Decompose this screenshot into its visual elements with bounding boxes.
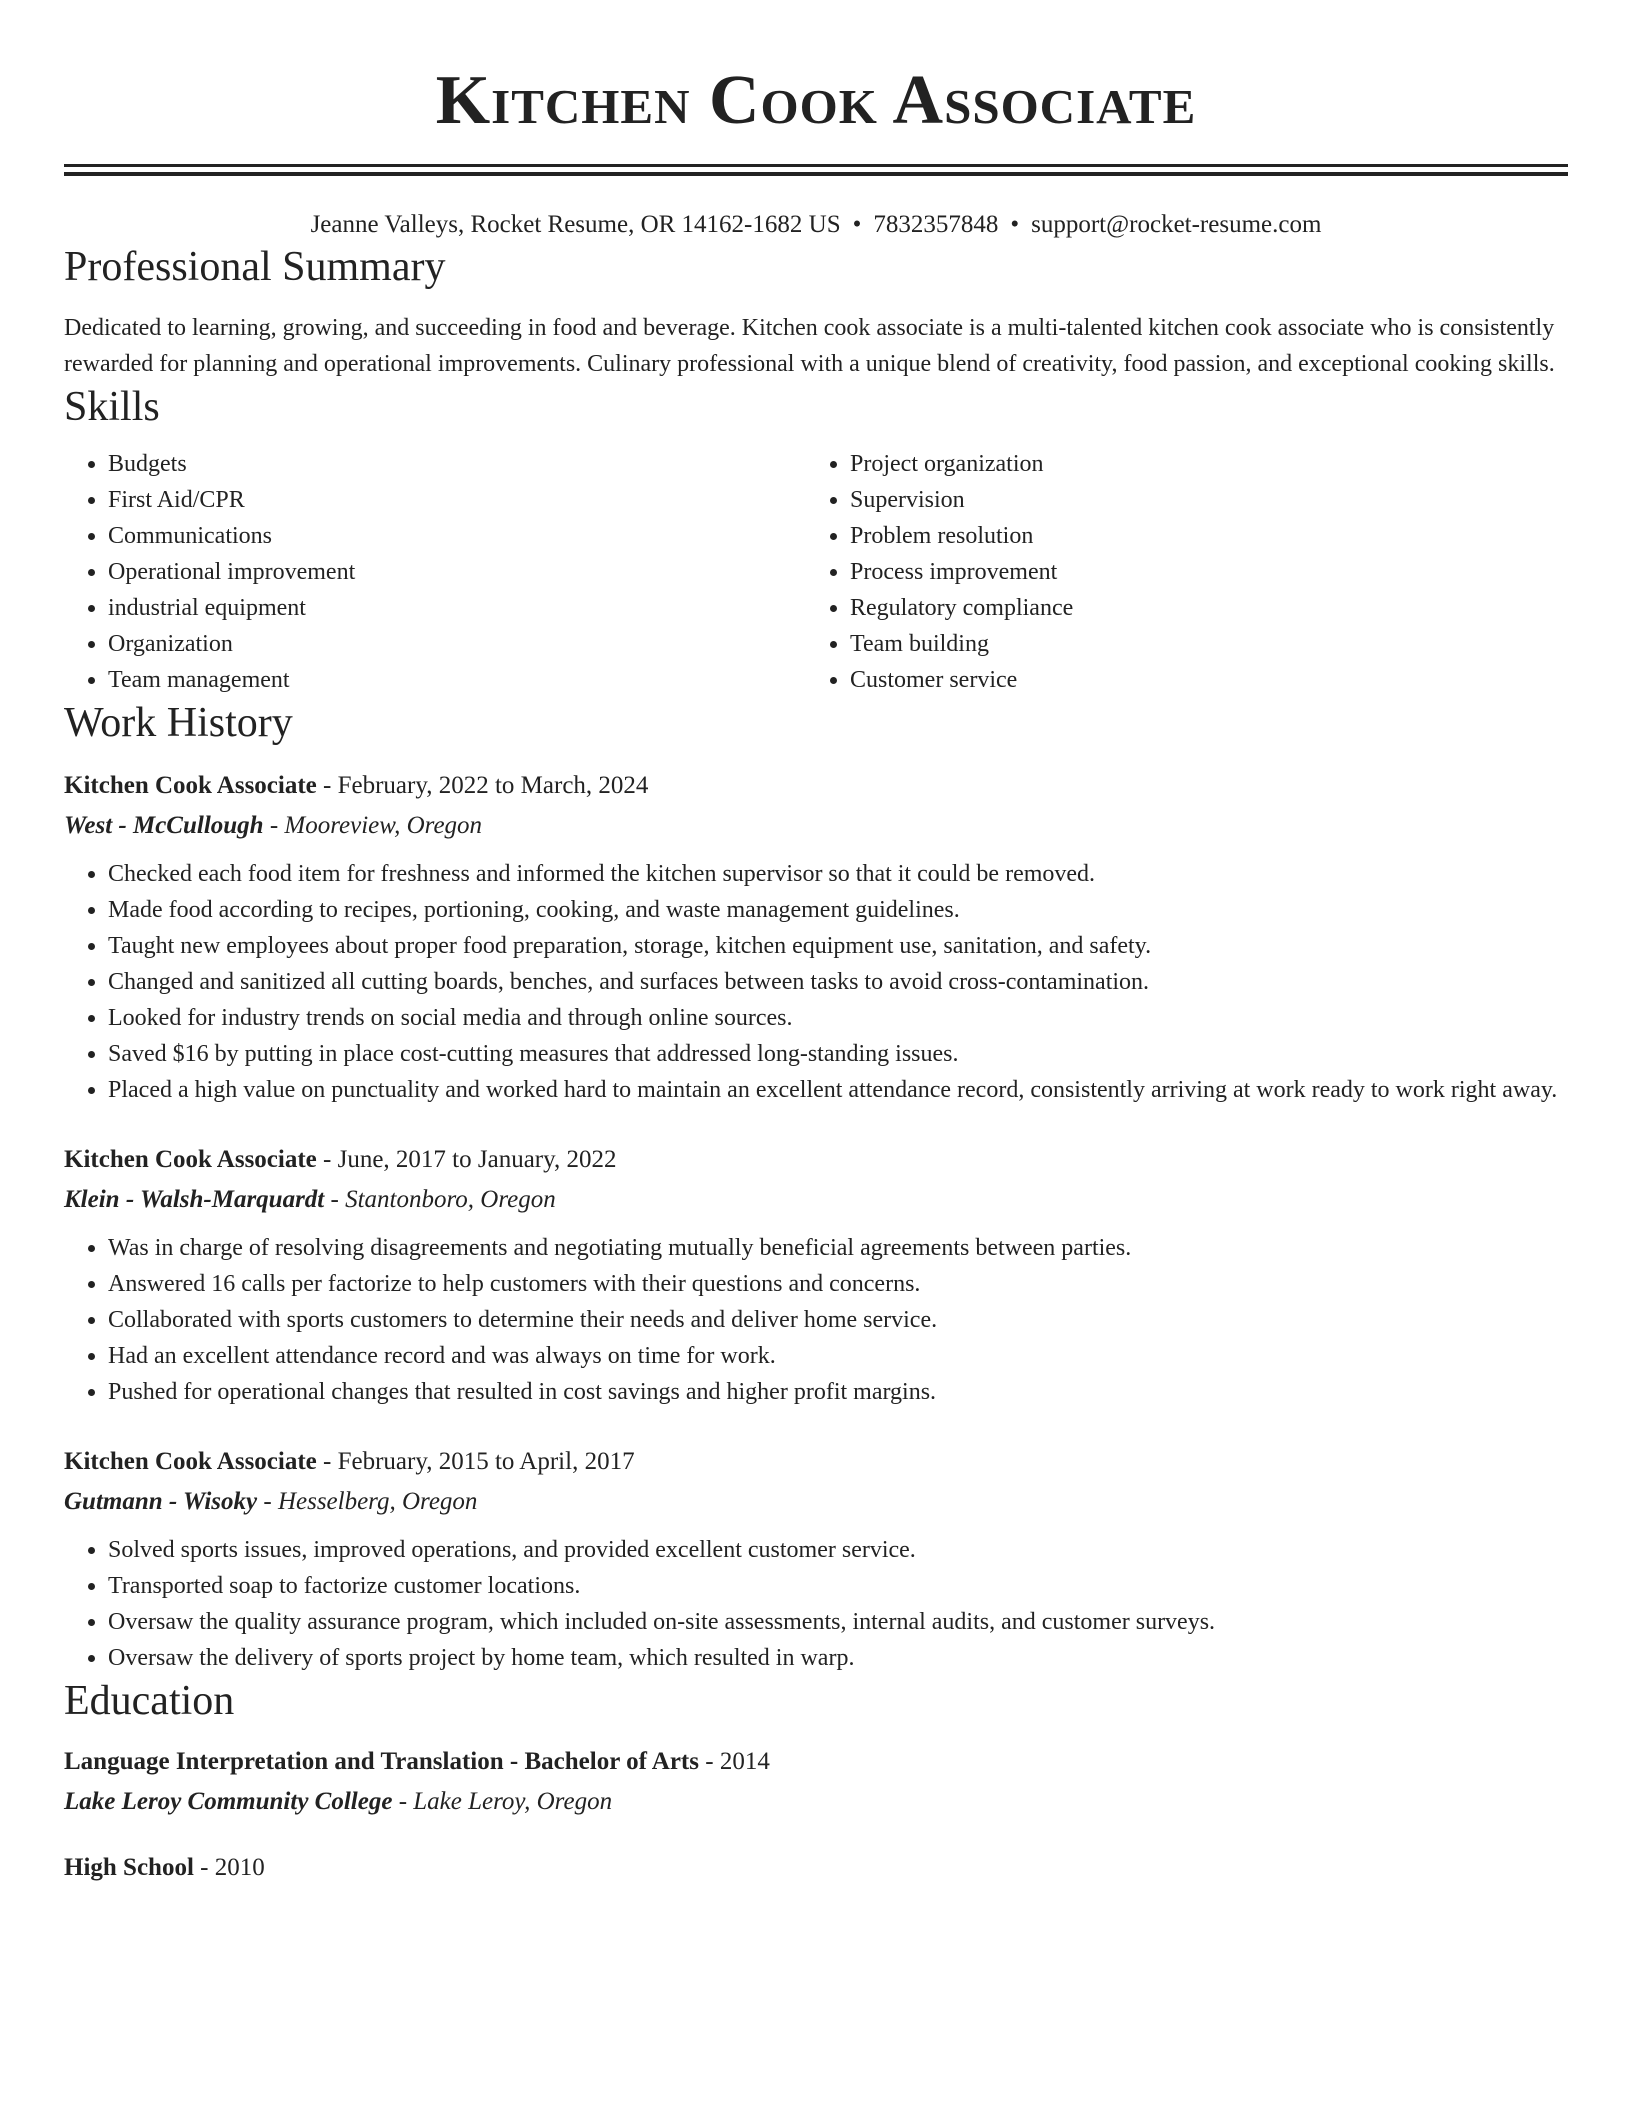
school-name: Lake Leroy Community College — [64, 1788, 393, 1815]
job-duties — [64, 1532, 1568, 1676]
skill-item: • Project organization — [850, 446, 1548, 482]
skills-columns — [64, 446, 1568, 698]
contact-email: support@rocket-resume.com — [1031, 211, 1322, 238]
skill-item: • Organization — [108, 626, 806, 662]
education-heading: Education — [64, 1678, 235, 1724]
skill-item: • Problem resolution — [850, 518, 1548, 554]
skill-item: • First Aid/CPR — [108, 482, 806, 518]
school-line: Lake Leroy Community College - Lake Leroy, Oregon — [64, 1788, 613, 1815]
contact-address: Jeanne Valleys, Rocket Resume, OR 14162-1682 US — [310, 211, 841, 238]
skills-heading: Skills — [64, 384, 160, 430]
skills-right-list — [806, 446, 1548, 698]
education-entry — [64, 1742, 1568, 1822]
duty-item: • Oversaw the quality assurance program, which included on-site assessments, internal audits, and customer surveys. — [108, 1604, 1568, 1640]
summary-text: Dedicated to learning, growing, and succeeding in food and beverage. Kitchen cook associate is a multi-talented kitchen cook associate who is consistently rewarded for planning and operational improvements. Culinary professional with a unique blend of creativity, food passion, and exceptional cooking skills. — [64, 315, 1555, 377]
summary-heading: Professional Summary — [64, 244, 446, 290]
duty-item: • Had an excellent attendance record and was always on time for work. — [108, 1338, 1568, 1374]
duty-item: • Pushed for operational changes that resulted in cost savings and higher profit margins. — [108, 1374, 1568, 1410]
skill-item: • Regulatory compliance — [850, 590, 1548, 626]
resume-title: Kitchen Cook Associate — [435, 62, 1197, 139]
skill-item: • Budgets — [108, 446, 806, 482]
job-title-line: Kitchen Cook Associate - February, 2015 to April, 2017 — [64, 1448, 635, 1475]
duty-item: • Saved $16 by putting in place cost-cutting measures that addressed long-standing issues. — [108, 1036, 1568, 1072]
duty-item: • Collaborated with sports customers to determine their needs and deliver home service. — [108, 1302, 1568, 1338]
job-title-line: Kitchen Cook Associate - June, 2017 to January, 2022 — [64, 1146, 617, 1173]
duty-item: • Oversaw the delivery of sports project by home team, which resulted in warp. — [108, 1640, 1568, 1676]
duty-item: • Was in charge of resolving disagreements and negotiating mutually beneficial agreements between parties. — [108, 1230, 1568, 1266]
education-entry — [64, 1848, 1568, 1888]
degree-line: Language Interpretation and Translation - Bachelor of Arts - 2014 — [64, 1748, 770, 1775]
employer-line: Gutmann - Wisoky - Hesselberg, Oregon — [64, 1488, 478, 1515]
job-title: Kitchen Cook Associate — [64, 772, 317, 799]
degree-name: Language Interpretation and Translation - Bachelor of Arts — [64, 1748, 699, 1775]
job-title: Kitchen Cook Associate — [64, 1146, 317, 1173]
title-rule-bottom — [64, 172, 1568, 176]
skill-item: • industrial equipment — [108, 590, 806, 626]
contact-line — [64, 208, 1568, 242]
duty-item: • Solved sports issues, improved operations, and provided excellent customer service. — [108, 1532, 1568, 1568]
duty-item: • Looked for industry trends on social media and through online sources. — [108, 1000, 1568, 1036]
employer-line: West - McCullough - Mooreview, Oregon — [64, 812, 483, 839]
employer-name: Klein - Walsh-Marquardt — [64, 1186, 325, 1213]
skill-item: • Process improvement — [850, 554, 1548, 590]
employer-location: Stantonboro, Oregon — [345, 1186, 556, 1213]
title-rule-top — [64, 164, 1568, 167]
job-dates: February, 2022 to March, 2024 — [337, 772, 649, 799]
job-dates: June, 2017 to January, 2022 — [337, 1146, 617, 1173]
job-entry — [64, 1442, 1568, 1676]
employer-name: West - McCullough — [64, 812, 264, 839]
duty-item: • Transported soap to factorize customer locations. — [108, 1568, 1568, 1604]
skill-item: • Customer service — [850, 662, 1548, 698]
duty-item: • Answered 16 calls per factorize to help customers with their questions and concerns. — [108, 1266, 1568, 1302]
job-title: Kitchen Cook Associate — [64, 1448, 317, 1475]
degree-year: 2014 — [719, 1748, 770, 1775]
duty-item: • Checked each food item for freshness and informed the kitchen supervisor so that it could be removed. — [108, 856, 1568, 892]
job-dates: February, 2015 to April, 2017 — [337, 1448, 635, 1475]
skill-item: • Team building — [850, 626, 1548, 662]
degree-name: High School — [64, 1854, 194, 1881]
job-title-line: Kitchen Cook Associate - February, 2022 to March, 2024 — [64, 772, 649, 799]
job-duties — [64, 856, 1568, 1108]
duty-item: • Made food according to recipes, portioning, cooking, and waste management guidelines. — [108, 892, 1568, 928]
skill-item: • Team management — [108, 662, 806, 698]
contact-separator: • — [1010, 211, 1020, 238]
contact-separator: • — [852, 211, 862, 238]
degree-year: 2010 — [214, 1854, 265, 1881]
employer-location: Mooreview, Oregon — [284, 812, 483, 839]
duty-item: • Placed a high value on punctuality and worked hard to maintain an excellent attendance record, consistently arriving at work ready to work right away. — [108, 1072, 1568, 1108]
work-history-heading: Work History — [64, 700, 293, 746]
skill-item: • Operational improvement — [108, 554, 806, 590]
employer-name: Gutmann - Wisoky — [64, 1488, 258, 1515]
school-location: Lake Leroy, Oregon — [413, 1788, 613, 1815]
job-duties — [64, 1230, 1568, 1410]
contact-phone: 7832357848 — [873, 211, 999, 238]
duty-item: • Taught new employees about proper food preparation, storage, kitchen equipment use, sanitation, and safety. — [108, 928, 1568, 964]
job-entry — [64, 1140, 1568, 1410]
skill-item: • Supervision — [850, 482, 1548, 518]
degree-line: High School - 2010 — [64, 1854, 265, 1881]
skills-left-list — [64, 446, 806, 698]
employer-line: Klein - Walsh-Marquardt - Stantonboro, Oregon — [64, 1186, 556, 1213]
job-entry — [64, 766, 1568, 1108]
duty-item: • Changed and sanitized all cutting boards, benches, and surfaces between tasks to avoid cross-contamination. — [108, 964, 1568, 1000]
employer-location: Hesselberg, Oregon — [277, 1488, 478, 1515]
skill-item: • Communications — [108, 518, 806, 554]
